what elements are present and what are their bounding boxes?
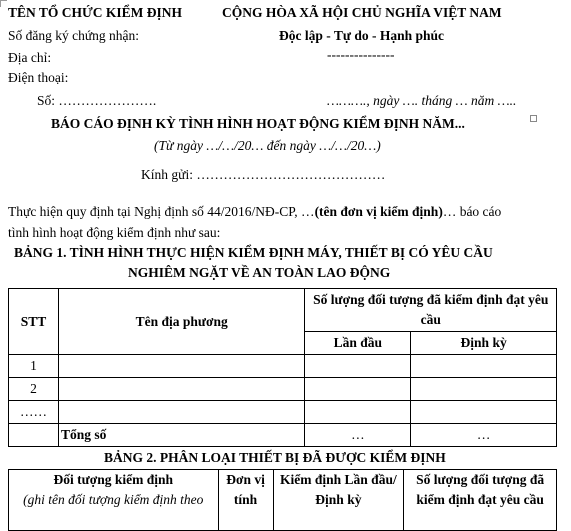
country-name: CỘNG HÒA XÃ HỘI CHỦ NGHĨA VIỆT NAM [222, 5, 502, 20]
motto-underline: --------------- [327, 47, 395, 62]
table1-total-periodic: … [411, 424, 557, 447]
table2-header-object-note: (ghi tên đối tượng kiểm định theo [23, 492, 204, 507]
table2-header-unit-line1: Đơn vị [226, 472, 265, 487]
table2-header-type-line1: Kiểm định Lần đầu/ [280, 472, 397, 487]
motto: Độc lập - Tự do - Hạnh phúc [279, 28, 445, 43]
table1-header-first: Lần đầu [305, 332, 411, 355]
table1 [8, 288, 557, 447]
table2-header-type-line2: Định kỳ [315, 492, 362, 507]
table1-row-periodic[interactable] [411, 355, 557, 378]
unit-name-placeholder: (tên đơn vị kiểm định) [314, 204, 443, 219]
table1-row-stt: …… [9, 401, 59, 424]
table1-row-periodic[interactable] [411, 401, 557, 424]
table-row [9, 401, 557, 424]
table2-header-unit-line2: tính [233, 492, 258, 507]
intro-text-end: … báo cáo [442, 204, 502, 219]
intro-line-2: tình hình hoạt động kiểm định như sau: [8, 225, 221, 240]
table1-total-label: Tổng số [58, 424, 305, 447]
table-row [9, 378, 557, 401]
table1-total-row [9, 424, 557, 447]
table1-title-line2: NGHIÊM NGẶT VỀ AN TOÀN LAO ĐỘNG [128, 265, 391, 280]
table2-header-type [273, 470, 404, 531]
table2-header-object-title: Đối tượng kiểm định [53, 472, 174, 487]
table2-header-count-line2: kiểm định đạt yêu cầu [416, 492, 544, 507]
table1-row-name[interactable] [58, 401, 305, 424]
table2-header-count [404, 470, 557, 531]
org-name: TÊN TỔ CHỨC KIỂM ĐỊNH [8, 5, 183, 20]
table1-row-name[interactable] [58, 355, 305, 378]
registration-number-label: Số đăng ký chứng nhận: [8, 28, 140, 43]
report-title: BÁO CÁO ĐỊNH KỲ TÌNH HÌNH HOẠT ĐỘNG KIỂM ĐỊNH NĂM... [51, 116, 465, 131]
table1-total-first: … [305, 424, 411, 447]
table2-title: BẢNG 2. PHÂN LOẠI THIẾT BỊ ĐÃ ĐƯỢC KIỂM ĐỊNH [104, 450, 446, 465]
table1-total-stt [9, 424, 59, 447]
table1-header-count-group: Số lượng đối tượng đã kiểm định đạt yêu cầu [305, 289, 557, 332]
document-number: Số: …………………. [37, 93, 157, 108]
table2-header-unit [218, 470, 273, 531]
table1-row-stt: 2 [9, 378, 59, 401]
table1-row-first[interactable] [305, 401, 411, 424]
table2-header-object [9, 470, 219, 531]
phone-label: Điện thoại: [8, 70, 69, 85]
table1-header-locality: Tên địa phương [58, 289, 305, 355]
table1-header-periodic: Định kỳ [411, 332, 557, 355]
table2-header-count-line1: Số lượng đối tượng đã [416, 472, 545, 487]
table-row [9, 355, 557, 378]
intro-line-1 [8, 204, 501, 220]
table1-row-name[interactable] [58, 378, 305, 401]
document-date: ………., ngày …. tháng … năm ….. [327, 93, 517, 108]
table1-row-first[interactable] [305, 378, 411, 401]
table1-title-line1: BẢNG 1. TÌNH HÌNH THỰC HIỆN KIỂM ĐỊNH MÁY, THIẾT BỊ CÓ YÊU CẦU [14, 245, 493, 260]
report-period: (Từ ngày …/…/20… đến ngày …/…/20…) [154, 138, 381, 153]
table1-row-periodic[interactable] [411, 378, 557, 401]
table1-row-stt: 1 [9, 355, 59, 378]
table2 [8, 469, 557, 531]
address-label: Địa chỉ: [8, 50, 52, 65]
table1-header-stt: STT [9, 289, 59, 355]
table1-row-first[interactable] [305, 355, 411, 378]
page-corner-mark [0, 0, 7, 7]
intro-text-start: Thực hiện quy định tại Nghị định số 44/2016/NĐ-CP, … [8, 204, 315, 219]
resize-handle[interactable] [530, 115, 537, 122]
recipient-line: Kính gửi: …………………………………… [141, 167, 386, 182]
